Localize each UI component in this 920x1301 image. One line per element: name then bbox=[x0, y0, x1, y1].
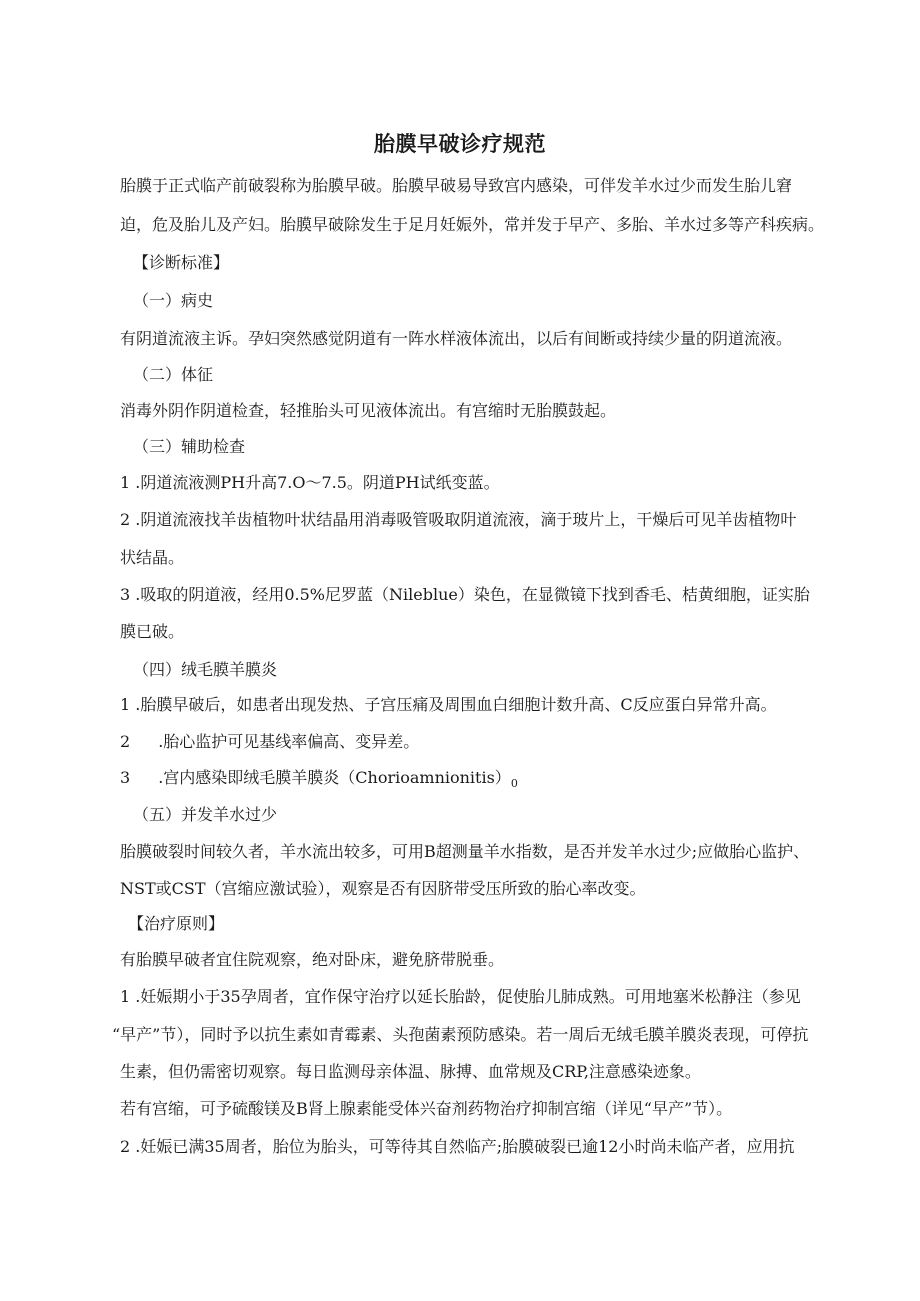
chorio-heading: （四）绒毛膜羊膜炎 bbox=[133, 660, 278, 679]
chorio-item-2-number: 2 bbox=[120, 732, 131, 751]
treatment-heading: 【治疗原则】 bbox=[128, 914, 225, 933]
history-text: 有阴道流液主诉。孕妇突然感觉阴道有一阵水样液体流出，以后有间断或持续少量的阴道流液。 bbox=[120, 329, 793, 348]
oligo-heading: （五）并发羊水过少 bbox=[133, 805, 278, 824]
chorio-item-1: 1 .胎膜早破后，如患者出现发热、子宫压痛及周围血白细胞计数升高、C反应蛋白异常升高。 bbox=[120, 695, 777, 714]
aux-item-2-line-2: 状结晶。 bbox=[120, 548, 185, 567]
oligo-line-1: 胎膜破裂时间较久者，羊水流出较多，可用B超测量羊水指数，是否并发羊水过少;应做胎心监护、 bbox=[120, 842, 810, 861]
chorio-item-2 bbox=[120, 724, 840, 760]
intro-line-2: 迫，危及胎儿及产妇。胎膜早破除发生于足月妊娠外，常并发于早产、多胎、羊水过多等产科疾病。 bbox=[120, 215, 825, 234]
treatment-item-1-line-3: 生素，但仍需密切观察。每日监测母亲体温、脉搏、血常规及CRP,注意感染迹象。 bbox=[120, 1062, 701, 1081]
aux-item-3-line-2: 膜已破。 bbox=[120, 622, 185, 641]
aux-item-2-line-1: 2 .阴道流液找羊齿植物叶状结晶用消毒吸管吸取阴道流液，滴于玻片上，干燥后可见羊齿植物叶 bbox=[120, 510, 797, 529]
treatment-item-1-line-1: 1 .妊娠期小于35孕周者，宜作保守治疗以延长胎龄，促使胎儿肺成熟。可用地塞米松静注（参见 bbox=[120, 987, 801, 1006]
signs-text: 消毒外阴作阴道检查，轻推胎头可见液体流出。有宫缩时无胎膜鼓起。 bbox=[120, 401, 617, 420]
oligo-line-2: NST或CST（宫缩应激试验），观察是否有因脐带受压所致的胎心率改变。 bbox=[120, 879, 646, 898]
intro-line-1: 胎膜于正式临产前破裂称为胎膜早破。胎膜早破易导致宫内感染，可伴发羊水过少而发生胎儿窘 bbox=[120, 176, 793, 195]
treatment-item-2-line-1: 2 .妊娠已满35周者，胎位为胎头，可等待其自然临产;胎膜破裂已逾12小时尚未临产者，应用抗 bbox=[120, 1137, 795, 1156]
treatment-item-1-line-2: “早产”节），同时予以抗生素如青霉素、头孢菌素预防感染。若一周后无绒毛膜羊膜炎表现，可停抗 bbox=[112, 1025, 809, 1044]
document-title: 胎膜早破诊疗规范 bbox=[374, 132, 546, 156]
diagnosis-heading: 【诊断标准】 bbox=[133, 253, 230, 272]
chorio-item-3-tail: 0 bbox=[510, 777, 518, 790]
chorio-item-3-number: 3 bbox=[120, 768, 131, 787]
aux-item-1: 1 .阴道流液测PH升高7.O～7.5。阴道PH试纸变蓝。 bbox=[120, 473, 500, 492]
treatment-intro: 有胎膜早破者宜住院观察，绝对卧床，避免脐带脱垂。 bbox=[120, 950, 505, 969]
chorio-item-3-text: .宫内感染即绒毛膜羊膜炎（Chorioamnionitis） bbox=[158, 768, 511, 787]
chorio-item-3 bbox=[120, 760, 840, 798]
treatment-contraction: 若有宫缩，可予硫酸镁及B肾上腺素能受体兴奋剂药物治疗抑制宫缩（详见“早产”节）。 bbox=[120, 1099, 733, 1118]
aux-heading: （三）辅助检查 bbox=[133, 437, 246, 456]
signs-heading: （二）体征 bbox=[133, 365, 214, 384]
aux-item-3-line-1: 3 .吸取的阴道液，经用0.5%尼罗蓝（Nileblue）染色，在显微镜下找到香毛、桔黄细胞，证实胎 bbox=[120, 585, 810, 604]
chorio-item-2-text: .胎心监护可见基线率偏高、变异差。 bbox=[158, 732, 420, 751]
history-heading: （一）病史 bbox=[133, 291, 214, 310]
